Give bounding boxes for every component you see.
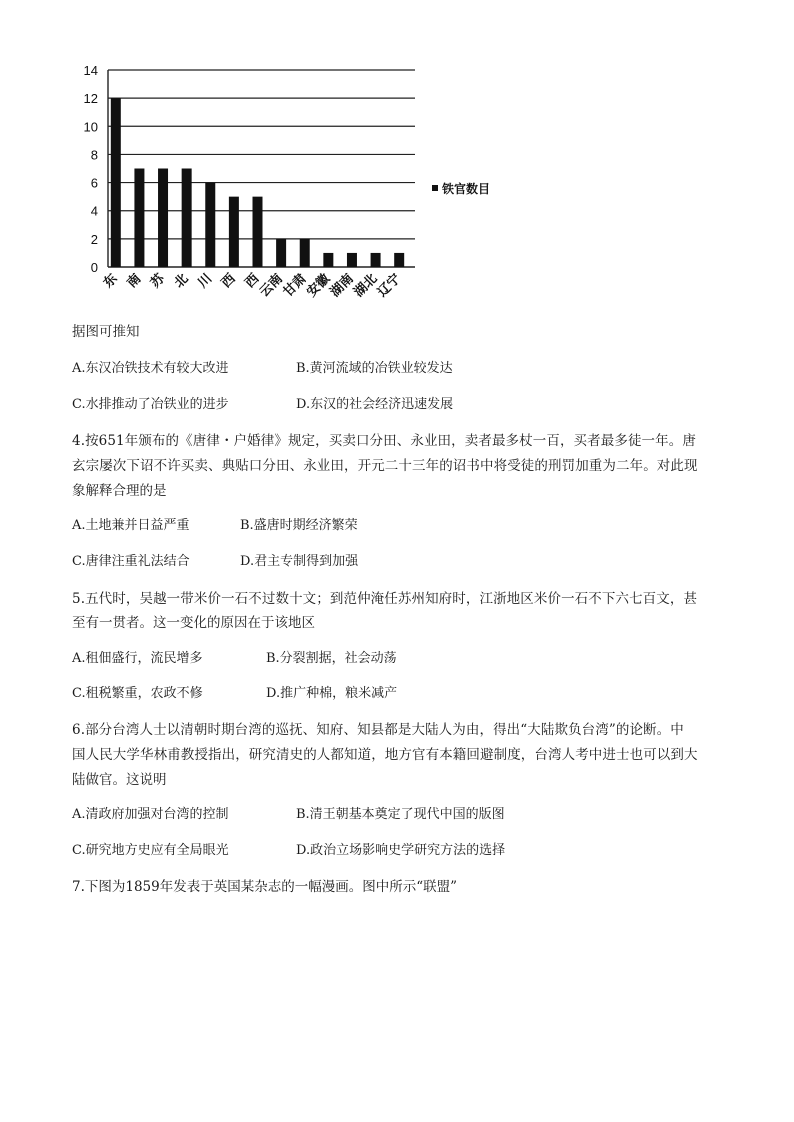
bar	[229, 197, 239, 267]
q4-option-b: B.盛唐时期经济繁荣	[240, 518, 358, 533]
y-tick-label: 2	[90, 231, 98, 247]
bar	[182, 169, 192, 268]
q3-option-d: D.东汉的社会经济迅速发展	[296, 397, 454, 412]
y-tick-label: 12	[83, 91, 98, 107]
q5-stem-line2: 至有一贯者。这一变化的原因在于该地区	[72, 615, 315, 631]
x-tick-label: 西	[242, 271, 263, 292]
bar	[394, 253, 404, 267]
q6-option-d: D.政治立场影响史学研究方法的选择	[296, 843, 506, 858]
q3-option-a: A.东汉冶铁技术有较大改进	[72, 361, 229, 376]
y-tick-label: 14	[83, 63, 98, 78]
q7-stem-line1: 7.下图为1859年发表于英国某杂志的一幅漫画。图中所示“联盟”	[72, 879, 458, 895]
x-tick-label: 湖南	[327, 271, 357, 301]
y-tick-label: 4	[90, 203, 98, 219]
q6-stem-line1: 6.部分台湾人士以清朝时期台湾的巡抚、知府、知县都是大陆人为由，得出“大陆欺负台湾”的论断。中	[72, 722, 684, 738]
q3-option-c: C.水排推动了冶铁业的进步	[72, 397, 229, 412]
q6-stem-line2: 国人民大学华林甫教授指出，研究清史的人都知道，地方官有本籍回避制度，台湾人考中进士也可以到大	[72, 747, 698, 763]
x-tick-label: 东	[100, 271, 121, 292]
y-tick-label: 6	[90, 175, 98, 191]
x-tick-label: 西	[218, 271, 239, 292]
q4-option-c: C.唐律注重礼法结合	[72, 554, 190, 569]
x-tick-label: 湖北	[351, 271, 381, 301]
x-tick-label: 北	[171, 271, 192, 292]
x-tick-label: 安徽	[304, 271, 334, 301]
q5-option-a: A.租佃盛行，流民增多	[72, 651, 203, 666]
x-tick-label: 云南	[256, 271, 286, 301]
y-tick-label: 10	[83, 119, 98, 135]
q3-option-b: B.黄河流域的冶铁业较发达	[296, 361, 453, 376]
bar	[300, 239, 310, 267]
intro-text: 据图可推知	[72, 324, 140, 340]
bar	[111, 98, 121, 267]
q6-option-c: C.研究地方史应有全局眼光	[72, 843, 229, 858]
q6-option-a: A.清政府加强对台湾的控制	[72, 807, 229, 822]
bar	[371, 253, 381, 267]
chart-y-axis	[84, 63, 108, 275]
bar	[276, 239, 286, 267]
x-tick-label: 苏	[148, 271, 168, 292]
chart-legend	[432, 181, 490, 196]
bar	[323, 253, 333, 267]
q6-stem-line3: 陆做官。这说明	[72, 772, 167, 788]
y-tick-label: 0	[90, 260, 98, 275]
q4-option-a: A.土地兼并日益严重	[72, 518, 190, 533]
bar	[253, 197, 263, 267]
y-tick-label: 8	[90, 147, 98, 163]
bar	[205, 183, 215, 267]
x-tick-label: 南	[124, 271, 145, 292]
bar	[158, 169, 168, 268]
q4-stem-line2: 玄宗屡次下诏不许买卖、典贴口分田、永业田，开元二十三年的诏书中将受徒的刑罚加重为二年。对此现	[72, 458, 698, 474]
q5-stem-line1: 5.五代时，吴越一带米价一石不过数十文；到范仲淹任苏州知府时，江浙地区米价一石不下六七百文，甚	[72, 591, 698, 607]
q5-option-b: B.分裂割据，社会动荡	[266, 651, 397, 666]
x-tick-label: 甘肃	[280, 271, 310, 301]
q4-stem-line1: 4.按651年颁布的《唐律・户婚律》规定，买卖口分田、永业田，卖者最多杖一百，买者最多徒一年。唐	[72, 433, 696, 449]
x-tick-label: 辽宁	[375, 271, 405, 301]
q4-stem-line3: 象解释合理的是	[72, 483, 167, 499]
x-tick-label: 川	[195, 271, 216, 292]
bar	[347, 253, 357, 267]
q4-option-d: D.君主专制得到加强	[240, 554, 359, 569]
bar	[134, 169, 144, 268]
q5-option-c: C.租税繁重，农政不修	[72, 686, 203, 701]
legend-swatch	[432, 185, 438, 191]
q6-option-b: B.清王朝基本奠定了现代中国的版图	[296, 807, 505, 822]
bar-chart	[80, 55, 510, 330]
chart-x-tick-labels	[100, 270, 404, 300]
legend-label: 铁官数目	[442, 182, 491, 196]
q5-option-d: D.推广种棉，粮米减产	[266, 686, 398, 701]
